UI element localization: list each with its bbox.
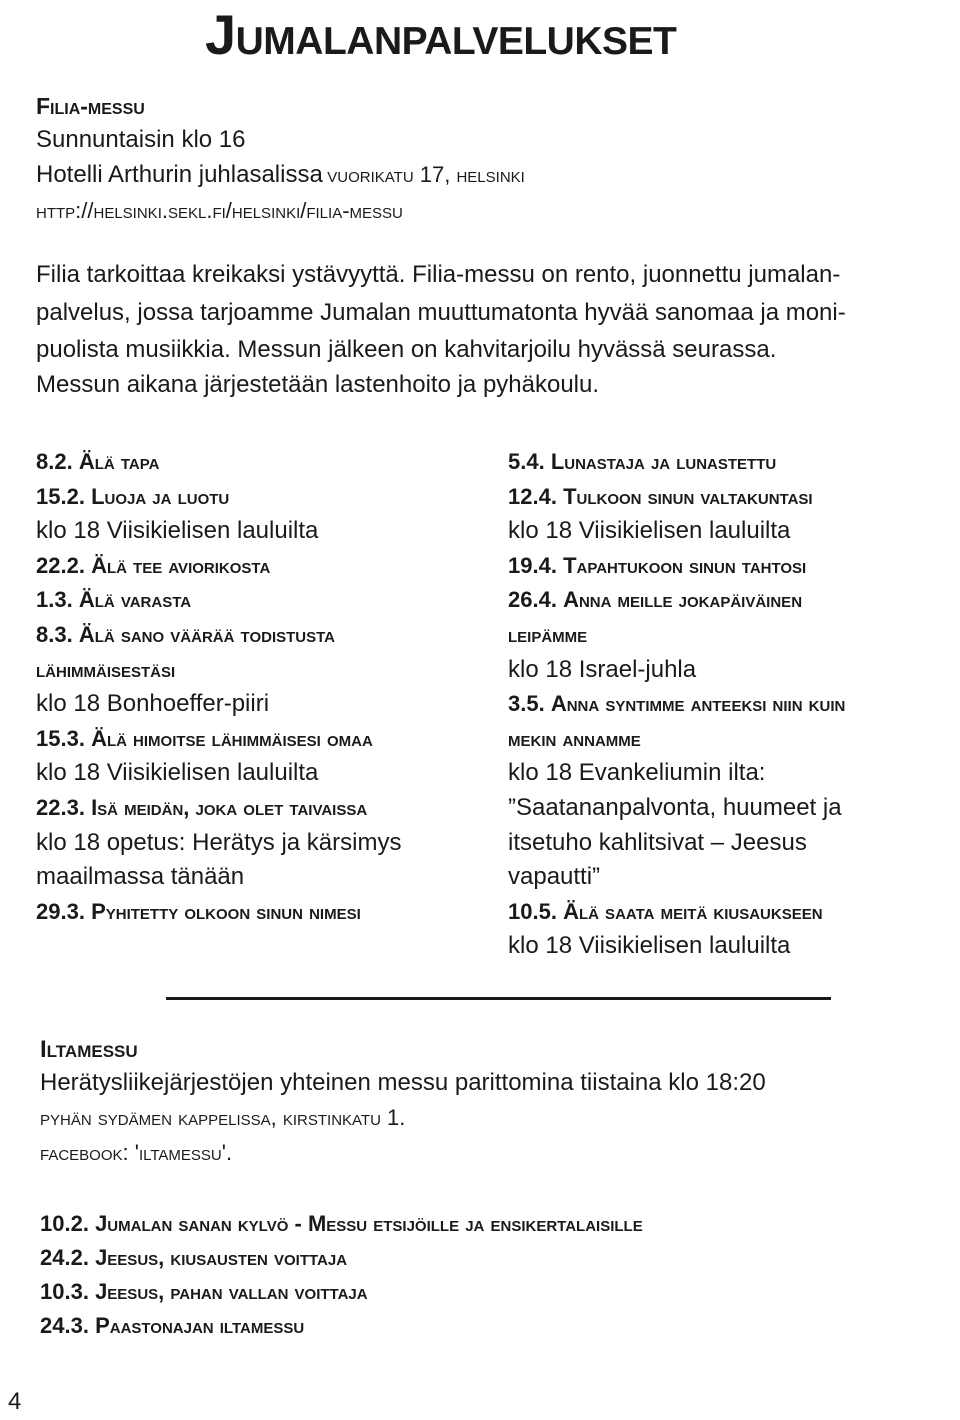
filia-desc-4: Messun aikana järjestetään lastenhoito ja pyhäkoulu. [36,371,600,398]
iltamessu-description: Herätysliikejärjestöjen yhteinen messu parittomina tiistaina klo 18:20 [40,1069,766,1096]
event-row [508,618,587,652]
event-row [508,687,845,721]
event-row [508,480,813,514]
event-row [36,480,229,514]
event-row [508,445,776,479]
event-title: Luoja ja luotu [91,483,230,509]
event-title: Tapahtukoon sinun tahtosi [563,552,807,578]
event-row [36,653,175,687]
event-title: Älä varasta [78,587,192,613]
filia-desc-2: palvelus, jossa tarjoamme Jumalan muuttumatonta hyvää sanomaa ja moni- [36,299,846,326]
event-detail: klo 18 Viisikielisen lauluilta [36,517,319,545]
event-title: Älä himoitse lähimmäisesi omaa [91,725,373,751]
filia-address: vuorikatu 17, helsinki [327,162,525,187]
event-date: 12.4. [508,483,557,509]
event-row [36,895,361,929]
event-date: 15.2. [36,483,85,509]
filia-desc-3: puolista musiikkia. Messun jälkeen on kahvitarjoilu hyvässä seurassa. [36,336,777,363]
event-detail: maailmassa tänään [36,863,245,891]
event-row [36,791,367,825]
event-detail: klo 18 Evankeliumin ilta: [508,759,766,787]
iltamessu-events [40,1207,643,1343]
event-date: 24.2. [40,1245,89,1270]
filia-schedule: Sunnuntaisin klo 16 [36,126,246,153]
event-title: Anna meille jokapäiväinen [563,587,803,613]
filia-venue-line [36,161,525,189]
event-date: 15.3. [36,725,85,751]
iltamessu-event [40,1207,643,1241]
event-date: 1.3. [36,587,73,613]
event-date: 10.3. [40,1279,89,1304]
event-row [36,722,373,756]
event-title: mekin annamme [508,725,641,751]
event-row [36,445,159,479]
event-detail: klo 18 opetus: Herätys ja kärsimys [36,828,402,856]
filia-events-left [36,445,496,945]
event-detail: klo 18 Bonhoeffer-piiri [36,690,270,718]
event-row [508,895,823,929]
section-divider [166,997,831,1000]
event-row [36,549,270,583]
event-title: Paastonajan iltamessu [95,1313,305,1338]
event-row [508,583,802,617]
event-title: lähimmäisestäsi [36,656,176,682]
event-row [508,722,641,756]
event-date: 29.3. [36,898,85,924]
filia-events-right [508,445,960,960]
event-detail: klo 18 Viisikielisen lauluilta [508,517,791,545]
page-number: 4 [8,1388,22,1415]
event-title: Älä saata meitä kiusaukseen [563,898,823,924]
event-date: 19.4. [508,552,557,578]
event-title: Älä sano väärää todistusta [78,622,335,647]
event-date: 26.4. [508,587,557,613]
event-row [36,583,191,617]
event-date: 10.2. [40,1211,89,1236]
event-date: 22.3. [36,795,85,820]
event-title: Anna syntimme anteeksi niin kuin [550,691,846,717]
event-detail: ”Saatananpalvonta, huumeet ja [508,794,842,821]
event-row [36,618,335,652]
iltamessu-event [40,1241,643,1275]
event-date: 3.5. [508,691,545,717]
event-title: Älä tapa [78,449,160,474]
event-title: Jumalan sanan kylvö - Messu etsijöille ja ensikertalaisille [95,1211,643,1236]
filia-venue: Hotelli Arthurin juhlasalissa [36,161,323,188]
event-title: Älä tee aviorikosta [91,552,271,578]
event-title: Isä meidän, joka olet taivaissa [91,795,368,820]
event-date: 5.4. [508,449,545,474]
filia-url[interactable]: http://helsinki.sekl.fi/helsinki/filia-messu [36,198,403,223]
event-detail: itsetuho kahlitsivat – Jeesus [508,828,807,856]
event-detail: klo 18 Viisikielisen lauluilta [36,759,319,787]
event-title: Pyhitetty olkoon sinun nimesi [91,898,361,924]
event-title: Tulkoon sinun valtakuntasi [563,483,813,509]
iltamessu-heading: Iltamessu [40,1036,138,1063]
iltamessu-event [40,1275,643,1309]
event-date: 22.2. [36,552,85,578]
event-detail: klo 18 Viisikielisen lauluilta [508,932,791,960]
event-date: 24.3. [40,1313,89,1338]
iltamessu-event [40,1309,643,1343]
event-date: 8.3. [36,622,73,647]
event-row [508,549,806,583]
filia-heading: Filia-messu [36,93,145,119]
event-title: Lunastaja ja lunastettu [550,449,777,474]
filia-desc-1: Filia tarkoittaa kreikaksi ystävyyttä. Filia-messu on rento, juonnettu jumalan- [36,261,841,288]
page-title: Jumalanpalvelukset [205,3,677,66]
iltamessu-facebook: facebook: 'iltamessu'. [40,1140,233,1165]
event-detail: vapautti” [508,863,601,891]
event-date: 8.2. [36,449,73,474]
event-detail: klo 18 Israel-juhla [508,655,697,683]
event-title: Jeesus, pahan vallan voittaja [95,1279,368,1304]
event-title: leipämme [508,622,588,647]
iltamessu-location: pyhän sydämen kappelissa, kirstinkatu 1. [40,1105,406,1130]
event-title: Jeesus, kiusausten voittaja [95,1245,348,1270]
event-date: 10.5. [508,898,557,924]
